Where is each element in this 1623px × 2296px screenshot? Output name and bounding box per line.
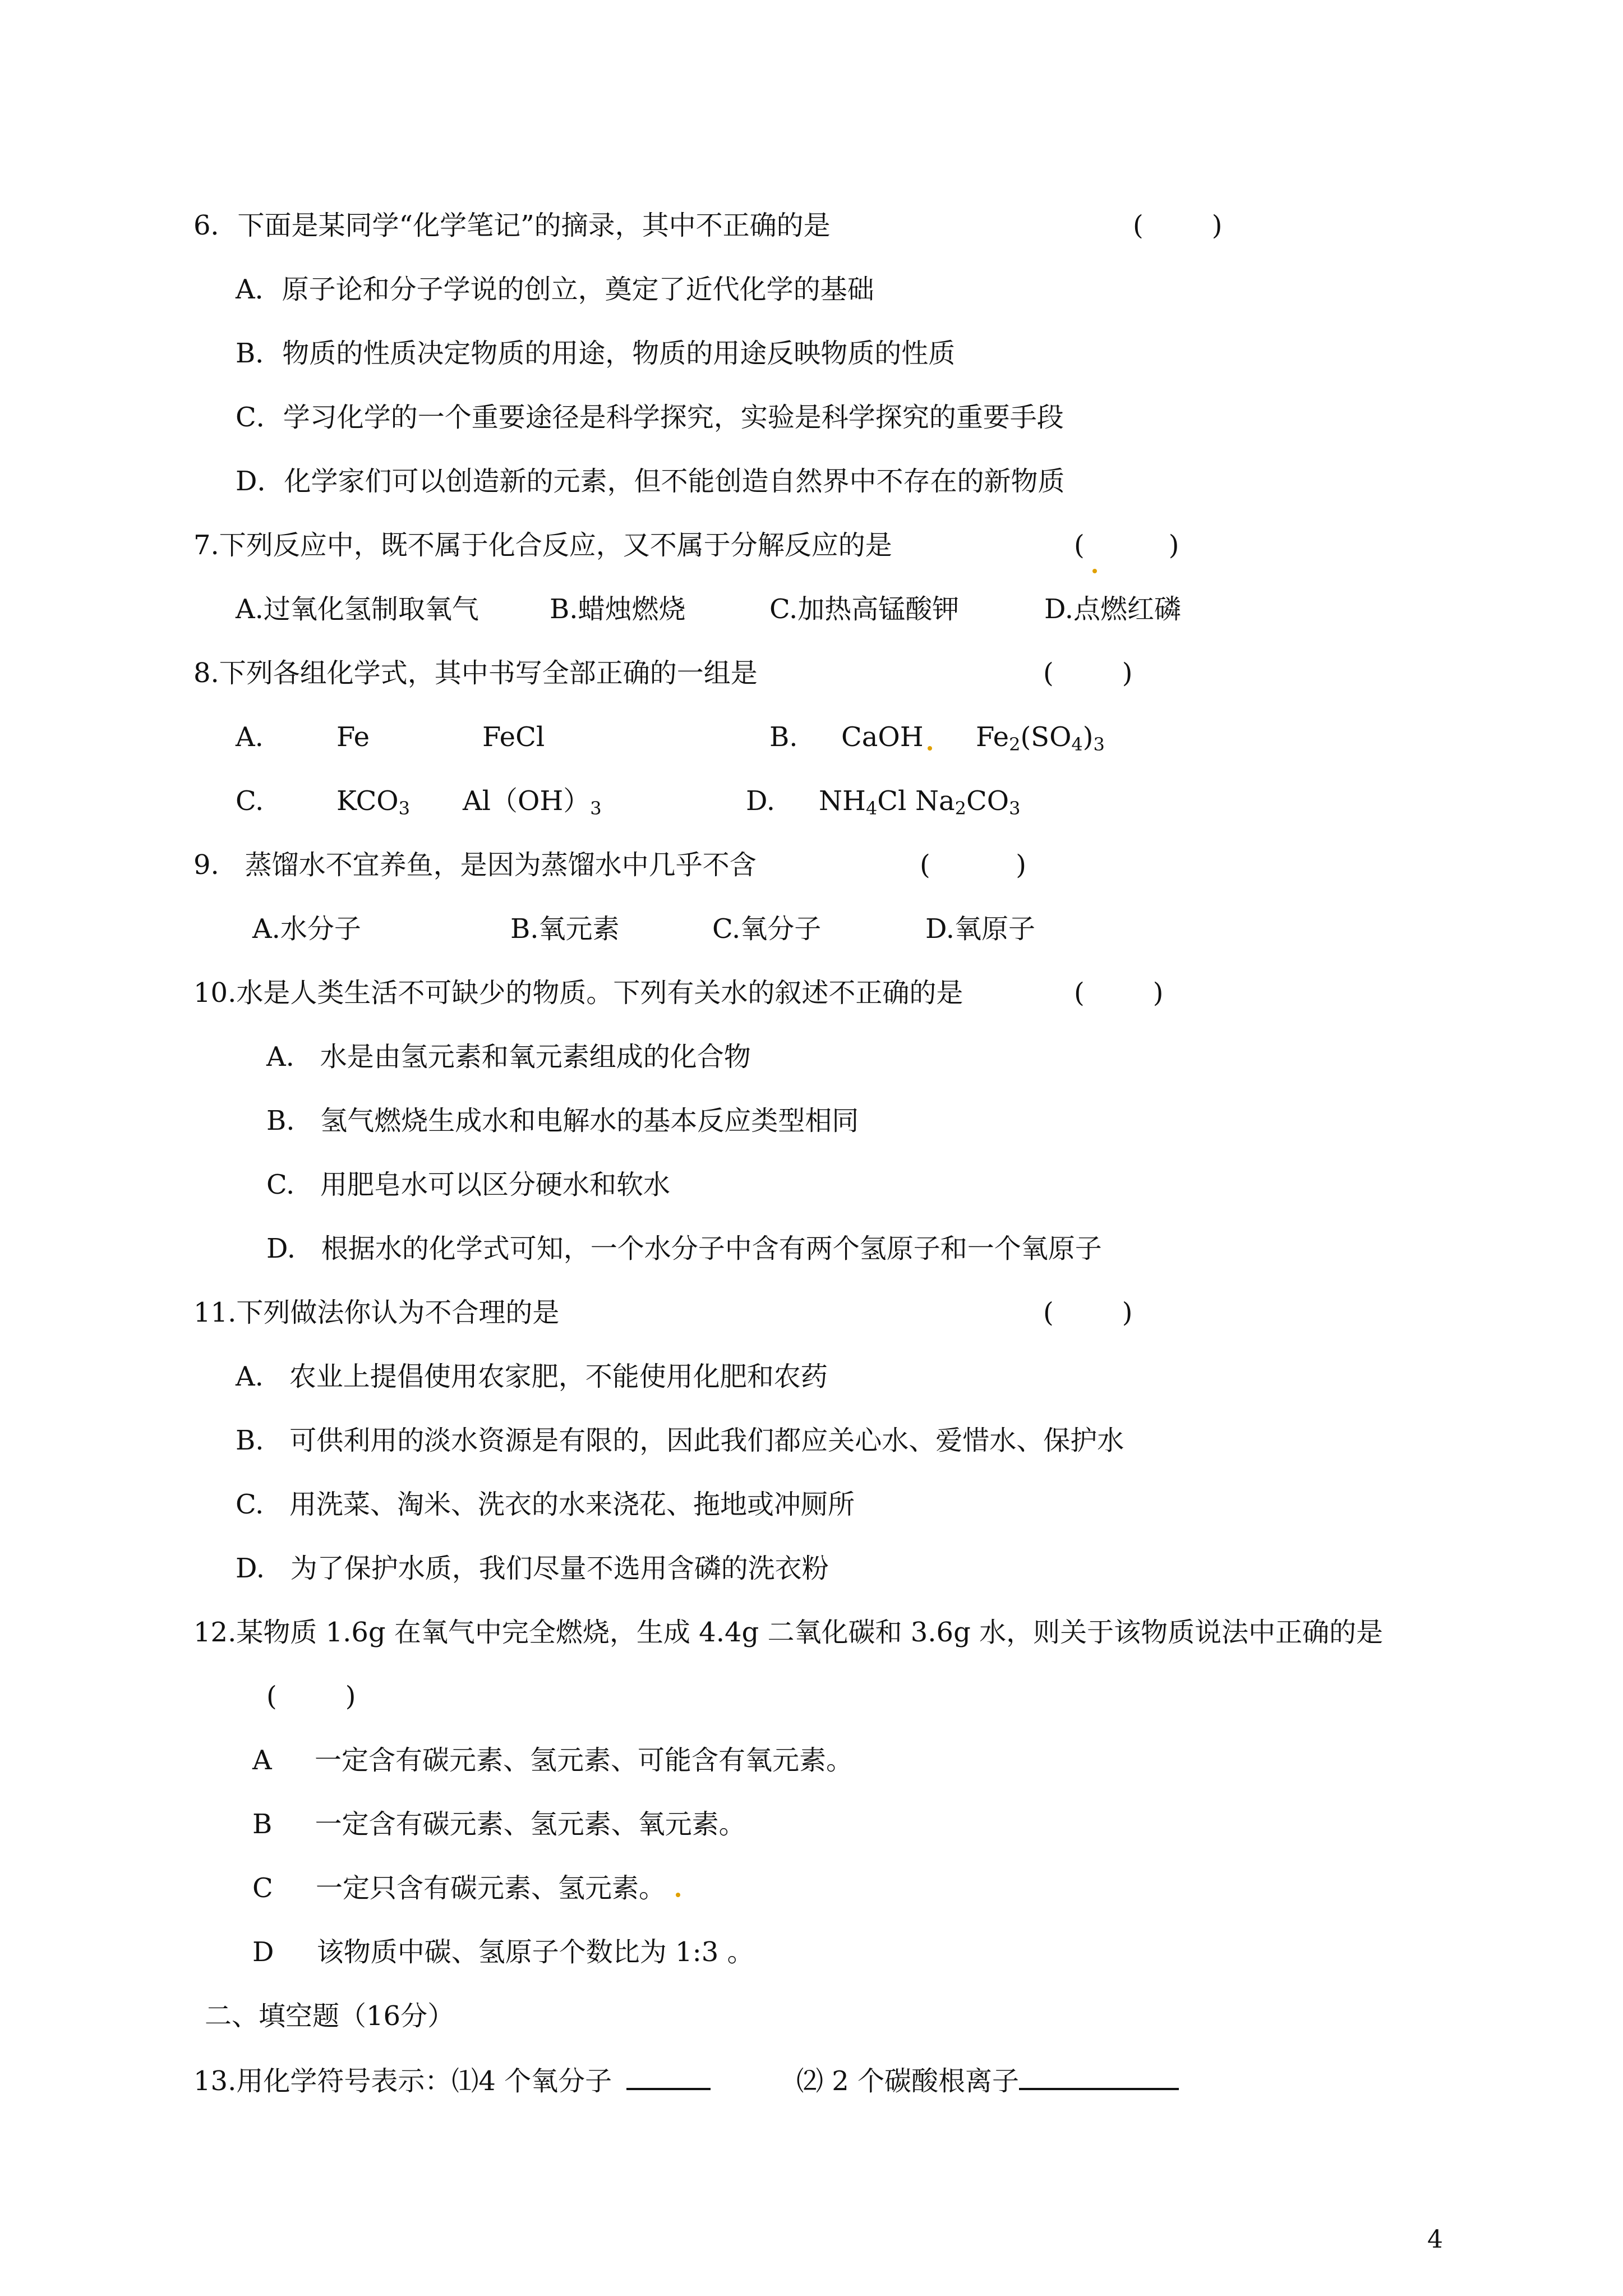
q8-answer-paren: ( ) [1043, 657, 1133, 689]
q9-option-c: C.氧分子 [712, 913, 822, 945]
q11-answer-paren: ( ) [1043, 1297, 1133, 1328]
q8-option-d-formula-1: $NH_4Cl$ [819, 785, 907, 819]
q9-option-d: D.氧原子 [925, 913, 1036, 945]
q12-answer-paren: ( ) [266, 1681, 356, 1712]
orange-mark-dot-2 [928, 720, 932, 754]
page-number: 4 [1427, 2225, 1443, 2254]
q8-option-d-formula-2: $Na_2CO_3$ [915, 785, 1021, 819]
q12-option-a: A 一定含有碳元素、氢元素、可能含有氧元素。 [252, 1745, 853, 1776]
q6-option-c: C．学习化学的一个重要途径是科学探究，实验是科学探究的重要手段 [236, 402, 1064, 433]
q8-option-c-label: C. [236, 785, 264, 817]
q10-option-d: D. 根据水的化学式可知，一个水分子中含有两个氢原子和一个氧原子 [266, 1233, 1102, 1264]
q6-option-b: B．物质的性质决定物质的用途，物质的用途反映物质的性质 [236, 338, 956, 369]
q8-option-a-formula-1: Fe [336, 721, 370, 753]
q8-option-c-formula-2: $Al(OH)_3$ [463, 785, 602, 819]
q8-option-a-label: A. [236, 721, 264, 753]
q9-answer-paren: ( ) [920, 849, 1027, 881]
q6-answer-paren: ( ) [1133, 210, 1223, 241]
q6-option-d: D．化学家们可以创造新的元素，但不能创造自然界中不存在的新物质 [236, 466, 1065, 497]
q13-part2: ⑵ 2 个碳酸根离子 [796, 2063, 1179, 2098]
q8-option-c-formula-1: $KCO_3$ [336, 785, 411, 819]
q12-option-c: C 一定只含有碳元素、氢元素。 [252, 1871, 680, 1905]
q8-option-b-formula-1: CaOH [841, 721, 924, 753]
q8-stem: 8.下列各组化学式，其中书写全部正确的一组是 [193, 657, 758, 689]
q12-option-b: B 一定含有碳元素、氢元素、氧元素。 [252, 1809, 746, 1840]
q13-part1: 13.用化学符号表示：⑴4 个氧分子 [193, 2063, 711, 2098]
q11-option-a: A. 农业上提倡使用农家肥，不能使用化肥和农药 [236, 1361, 828, 1392]
section-title-fill-in: 二、填空题（16分） [205, 2000, 455, 2032]
q11-option-c: C. 用洗菜、淘米、洗衣的水来浇花、拖地或冲厕所 [236, 1489, 855, 1520]
q10-answer-paren: ( ) [1074, 977, 1164, 1009]
q6-option-a: A．原子论和分子学说的创立，奠定了近代化学的基础 [236, 274, 874, 305]
q8-option-a-formula-2: FeCl [482, 721, 545, 753]
q11-stem: 11.下列做法你认为不合理的是 [193, 1297, 560, 1328]
q7-answer-paren: ( ) [1074, 528, 1179, 562]
q7-option-a: A.过氧化氢制取氧气 [236, 593, 479, 625]
q7-stem: 7.下列反应中，既不属于化合反应，又不属于分解反应的是 [193, 530, 892, 561]
q9-option-a: A.水分子 [252, 913, 361, 945]
orange-mark-dot-3 [676, 1893, 680, 1897]
q11-option-d: D. 为了保护水质，我们尽量不选用含磷的洗衣粉 [236, 1553, 829, 1584]
q11-option-b: B. 可供利用的淡水资源是有限的，因此我们都应关心水、爱惜水、保护水 [236, 1425, 1124, 1456]
q9-option-b: B.氧元素 [510, 913, 620, 945]
q10-option-b: B. 氢气燃烧生成水和电解水的基本反应类型相同 [266, 1105, 859, 1137]
q9-stem: 9. 蒸馏水不宜养鱼，是因为蒸馏水中几乎不含 [193, 849, 757, 881]
q10-stem: 10.水是人类生活不可缺少的物质。下列有关水的叙述不正确的是 [193, 977, 963, 1009]
q13-blank-1[interactable] [626, 2063, 711, 2090]
q8-option-d-label: D. [746, 785, 776, 817]
q7-option-c: C.加热高锰酸钾 [769, 593, 960, 625]
q13-blank-2[interactable] [1019, 2063, 1179, 2090]
orange-mark-dot [1092, 569, 1097, 573]
q6-stem: 6．下面是某同学“化学笔记”的摘录，其中不正确的是 [193, 210, 831, 241]
q12-option-d: D 该物质中碳、氢原子个数比为 1:3 。 [252, 1936, 754, 1968]
q12-stem: 12.某物质 1.6g 在氧气中完全燃烧，生成 4.4g 二氧化碳和 3.6g 水，则关于该物质说法中正确的是 [193, 1617, 1384, 1648]
q8-option-b-formula-2: $Fe_2(SO_4)_3$ [976, 721, 1105, 755]
q8-option-b-label: B. [769, 721, 798, 753]
q10-option-a: A. 水是由氢元素和氧元素组成的化合物 [266, 1041, 751, 1073]
q10-option-c: C. 用肥皂水可以区分硬水和软水 [266, 1169, 671, 1200]
q7-option-d: D.点燃红磷 [1044, 593, 1182, 625]
q7-option-b: B.蜡烛燃烧 [550, 593, 686, 625]
